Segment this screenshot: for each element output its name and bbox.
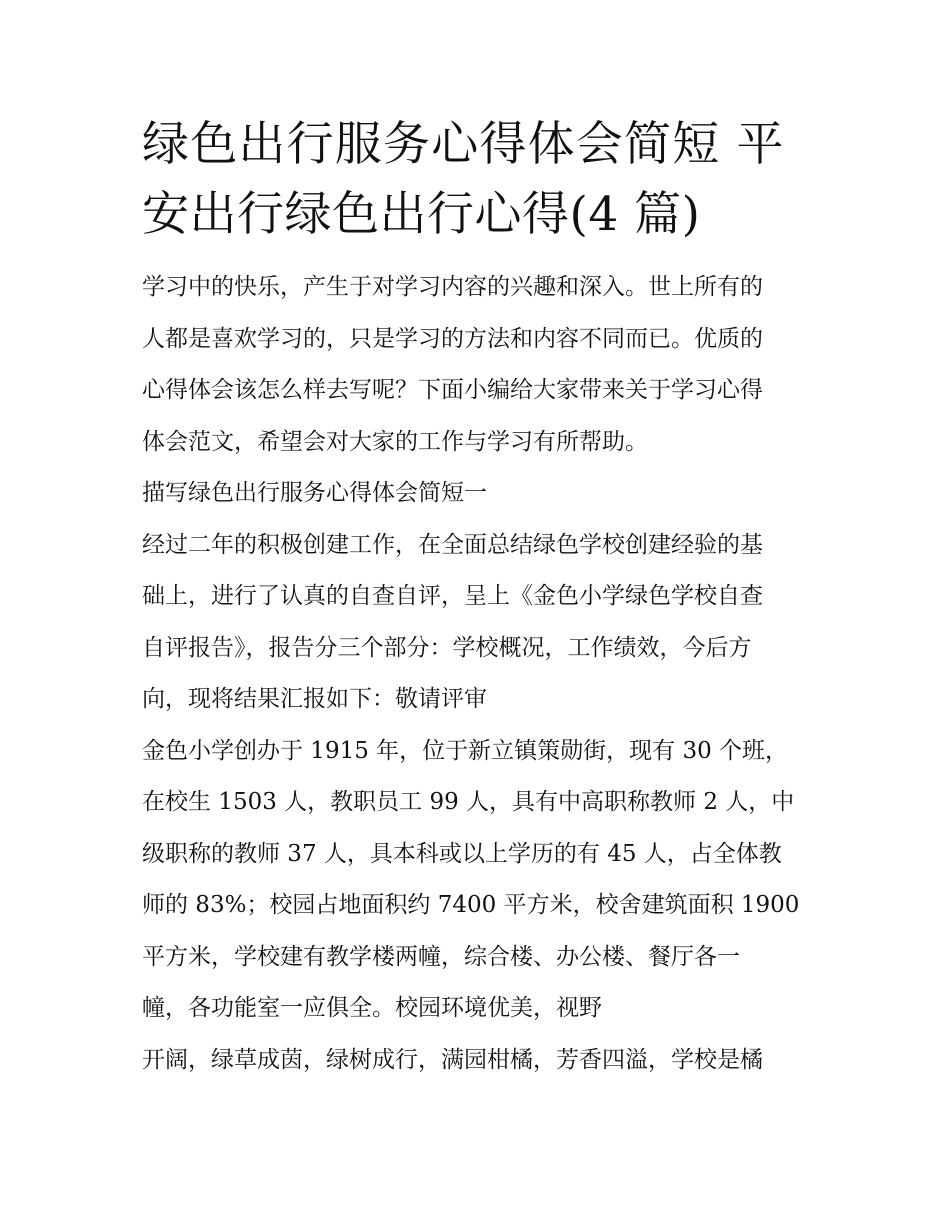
document-title <box>142 112 814 248</box>
document-content <box>142 112 814 1086</box>
body-line: 础上，进行了认真的自查自评，呈上《金色小学绿色学校自查 <box>142 583 763 609</box>
body-line: 平方米，学校建有教学楼两幢，综合楼、办公楼、餐厅各一 <box>142 943 740 970</box>
section-heading: 描写绿色出行服务心得体会简短一 <box>142 480 487 506</box>
body-line: 学习中的快乐，产生于对学习内容的兴趣和深入。世上所有的 <box>142 274 763 300</box>
body-line: 开阔，绿草成茵，绿树成行，满园柑橘，芳香四溢，学校是橘 <box>142 1046 763 1073</box>
body-line: 幢，各功能室一应俱全。校园环境优美，视野 <box>142 995 602 1021</box>
document-body <box>142 262 814 1086</box>
body-line: 级职称的教师 37 人，具本科或以上学历的有 45 人，占全体教 <box>142 840 782 867</box>
body-line: 心得体会该怎么样去写呢？下面小编给大家带来关于学习心得 <box>142 377 763 403</box>
title-line: 安出行绿色出行心得(4 篇) <box>142 187 701 242</box>
body-line: 体会范文，希望会对大家的工作与学习有所帮助。 <box>142 428 648 455</box>
body-line: 在校生 1503 人，教职员工 99 人，具有中高职称教师 2 人，中 <box>142 789 795 815</box>
title-line: 绿色出行服务心得体会简短 平 <box>142 117 785 172</box>
body-line: 经过二年的积极创建工作，在全面总结绿色学校创建经验的基 <box>142 531 763 558</box>
body-line: 向，现将结果汇报如下：敬请评审 <box>142 686 487 712</box>
body-line: 金色小学创办于 1915 年，位于新立镇策勋街，现有 30 个班， <box>142 737 789 764</box>
body-line: 自评报告》，报告分三个部分：学校概况，工作绩效，今后方 <box>142 634 752 661</box>
body-line: 师的 83%；校园占地面积约 7400 平方米，校舍建筑面积 1900 <box>142 892 800 918</box>
body-line: 人都是喜欢学习的，只是学习的方法和内容不同而已。优质的 <box>142 325 763 352</box>
